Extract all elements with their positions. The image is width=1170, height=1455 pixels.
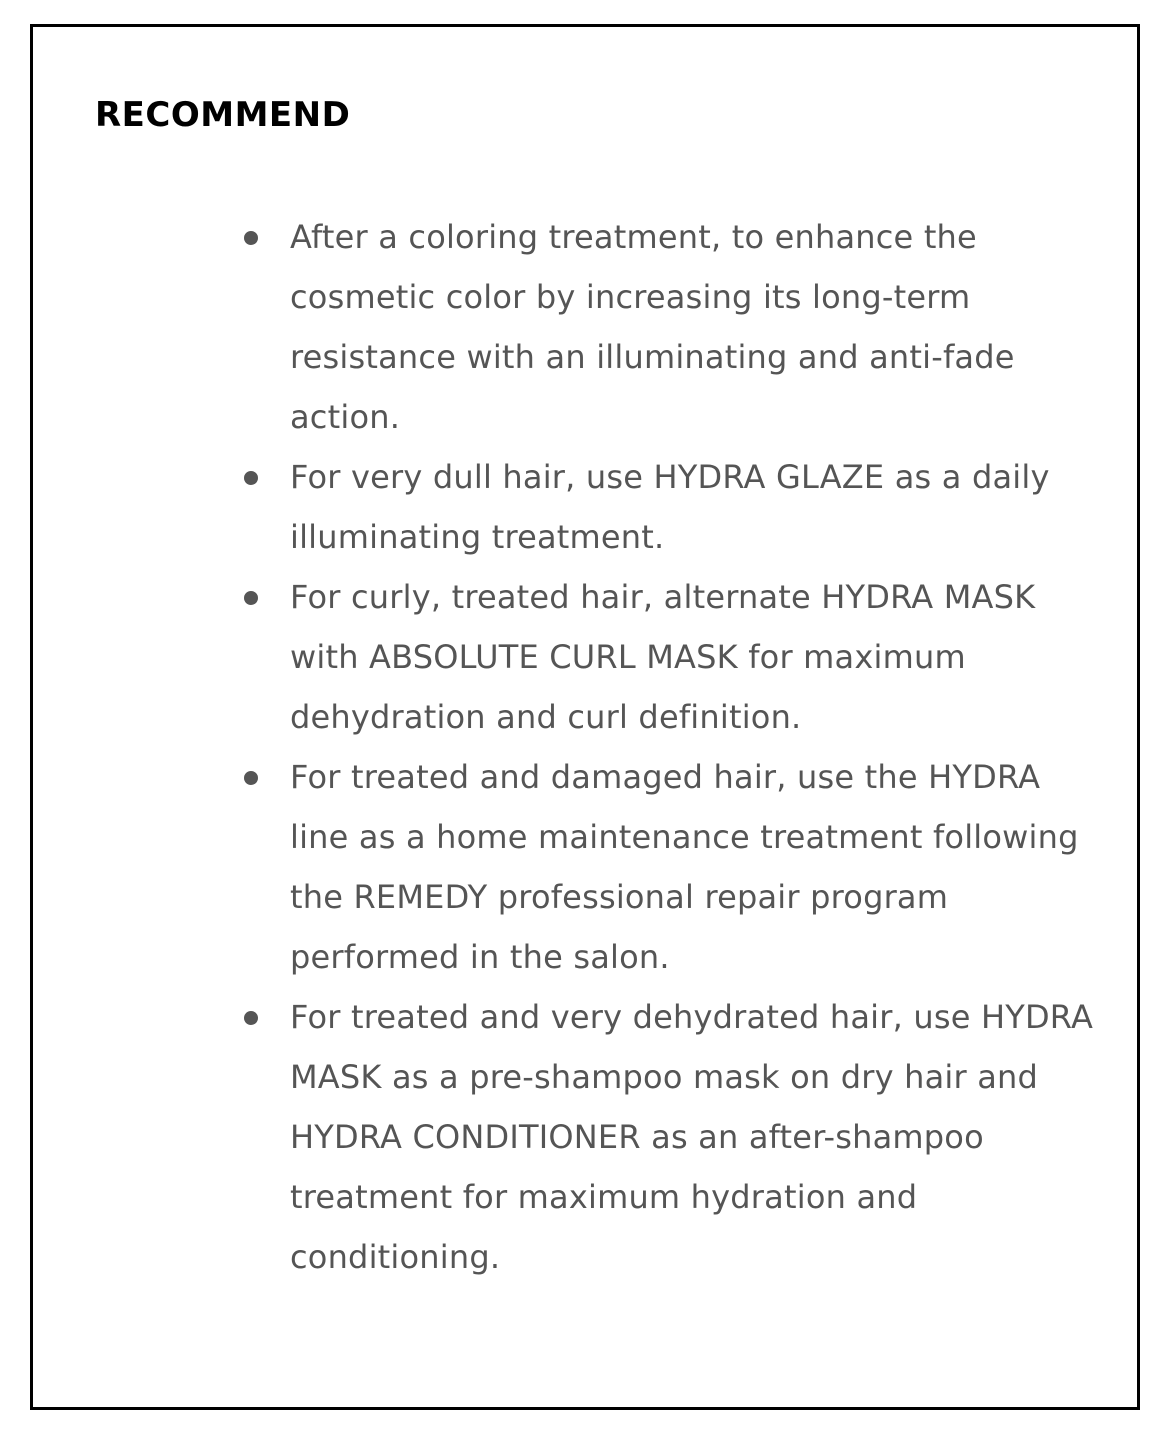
section-title: RECOMMEND (95, 95, 351, 135)
recommendation-text: For curly, treated hair, alternate HYDRA MASK with ABSOLUTE CURL MASK for maximum dehydration and curl definition. (290, 578, 1036, 736)
recommendation-text: For treated and damaged hair, use the HYDRA line as a home maintenance treatment following the REMEDY professional repair program performed in the salon. (290, 758, 1079, 976)
recommendation-text: For very dull hair, use HYDRA GLAZE as a daily illuminating treatment. (290, 458, 1050, 556)
bullet-icon (244, 591, 258, 605)
list-item (33, 567, 1137, 747)
list-item (33, 747, 1137, 987)
list-item (33, 207, 1137, 447)
list-item (33, 447, 1137, 567)
list-item (33, 987, 1137, 1287)
bullet-icon (244, 1011, 258, 1025)
recommend-panel (30, 24, 1140, 1410)
bullet-icon (244, 771, 258, 785)
recommendation-text: After a coloring treatment, to enhance the cosmetic color by increasing its long-term resistance with an illuminating and anti-fade action. (290, 218, 1015, 436)
recommendation-list (33, 207, 1137, 1287)
bullet-icon (244, 231, 258, 245)
bullet-icon (244, 471, 258, 485)
recommendation-text: For treated and very dehydrated hair, use HYDRA MASK as a pre-shampoo mask on dry hair and HYDRA CONDITIONER as an after-shampoo treatment for maximum hydration and conditioning. (290, 998, 1094, 1276)
